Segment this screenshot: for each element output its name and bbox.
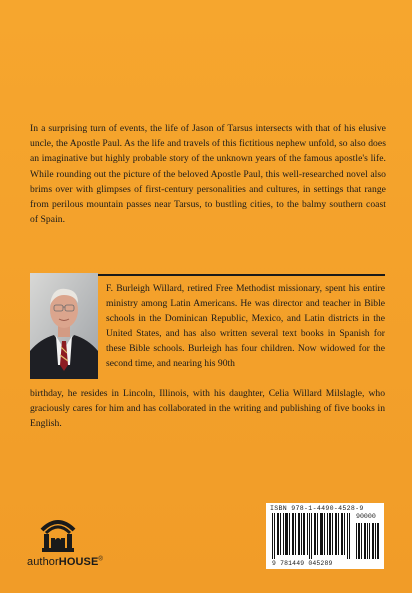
isbn-barcode (266, 503, 384, 569)
author-photo (30, 273, 98, 379)
barcode-number: 9 781449 045289 (272, 560, 333, 567)
ean-barcode-bars (272, 513, 352, 559)
publisher-name: authorHOUSE® (27, 556, 103, 568)
author-portrait-image (30, 273, 98, 379)
author-bio: F. Burleigh Willard, retired Free Methodist missionary, spent his entire ministry among Latin Americans. He was director and teacher in Bible schools in the Dominican Republic, Mexico, and Latin districts in the United States, and has also written several text books in Spanish for these Bible schools. Burleigh has four children. Now widowed for the second time, and nearing his 90th (106, 283, 385, 369)
addon-barcode-bars (356, 523, 380, 559)
book-description: In a surprising turn of events, the life of Jason of Tarsus intersects with that of his elusive uncle, the Apostle Paul. As the life and travels of this fictitious nephew unfold, so also does an imaginative but highly probable story of the unknown years of the famous apostle's life. While rounding out the picture of the beloved Apostle Paul, this well-researched novel also brims over with glimpses of first-century personalities and cultures, in settings that range from perilous mountain passes near Tarsus, to bustling cities, to the balmy southern coast of Spain. (30, 123, 386, 226)
price-code: 90000 (356, 513, 376, 520)
author-bio-continued: birthday, he resides in Lincoln, Illinois, with his daughter, Celia Willard Milslagle, who graciously cares for him and has collaborated in the writing and publishing of five books in English. (30, 388, 385, 429)
isbn-number: ISBN 978-1-4490-4528-9 (270, 505, 364, 512)
authorhouse-house-icon (28, 516, 88, 556)
